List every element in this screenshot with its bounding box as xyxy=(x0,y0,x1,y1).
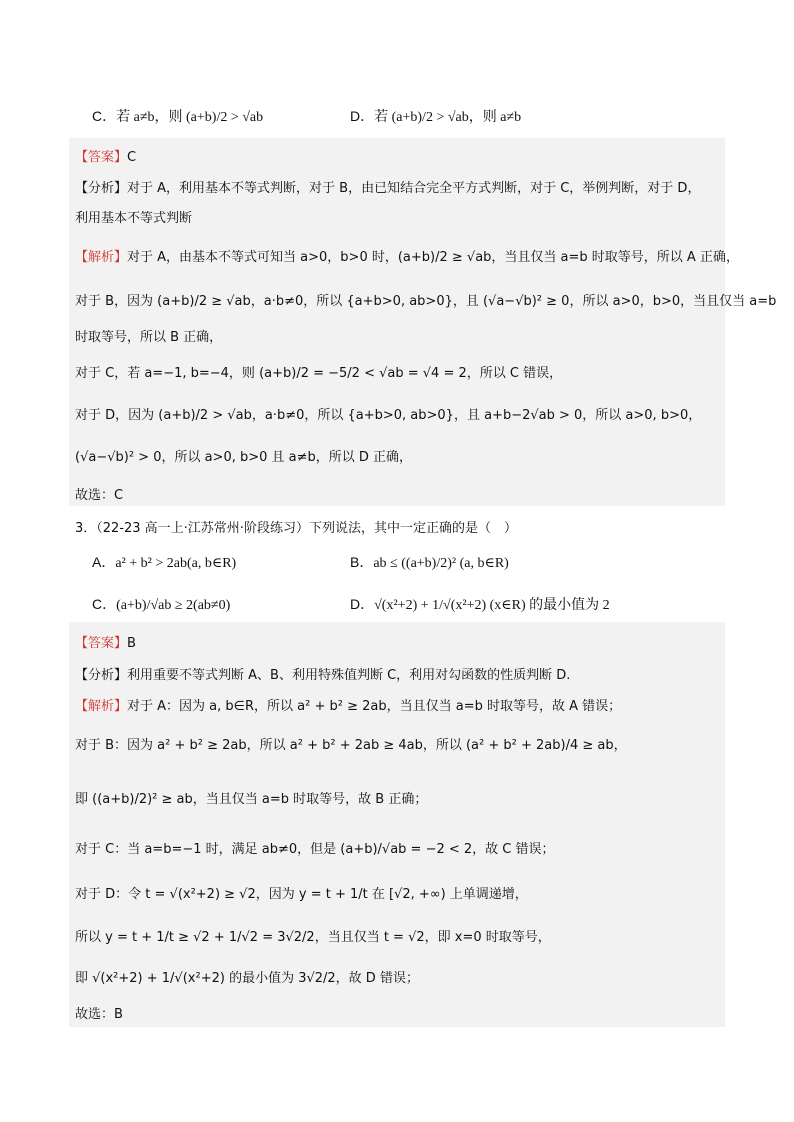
q2-solution-line-6: (√a−√b)² > 0，所以 a>0, b>0 且 a≠b，所以 D 正确， xyxy=(75,450,413,465)
answer-tag: 【答案】 xyxy=(75,150,128,165)
answer-value: B xyxy=(127,636,136,651)
q3-option-a-text: a² + b² > 2ab(a, b∈R) xyxy=(115,556,237,571)
q3-option-c-label: C． xyxy=(92,596,117,612)
analysis-text: 对于 A，利用基本不等式判断，对于 B，由已知结合完全平方式判断，对于 C，举例判断，对于 D， xyxy=(127,181,701,196)
q3-option-b xyxy=(350,552,509,572)
q3-answer xyxy=(75,632,136,651)
analysis-tag: 【分析】 xyxy=(75,668,128,683)
q2-option-c-text: 若 a≠b，则 (a+b)/2 > √ab xyxy=(116,110,264,125)
q3-analysis xyxy=(75,664,570,683)
q2-option-d-label: D． xyxy=(350,108,375,124)
q3-option-b-label: B． xyxy=(350,554,374,570)
q2-solution-line-2: 对于 B，因为 (a+b)/2 ≥ √ab，a·b≠0，所以 {a+b>0, ab>0}，且 (√a−√b)² ≥ 0，所以 a>0，b>0，当且仅当 a=b xyxy=(75,294,777,309)
solution-tag: 【解析】 xyxy=(75,250,128,265)
q3-option-d-label: D． xyxy=(350,596,375,612)
q2-answer xyxy=(75,146,136,165)
q3-solution-line-2: 对于 B：因为 a² + b² ≥ 2ab，所以 a² + b² + 2ab ≥ 4ab，所以 (a² + b² + 2ab)/4 ≥ ab， xyxy=(75,738,627,753)
q3-option-a xyxy=(92,552,236,572)
answer-tag: 【答案】 xyxy=(75,636,128,651)
q2-option-c xyxy=(92,106,263,126)
solution-tag: 【解析】 xyxy=(75,699,128,714)
q2-solution-line-5: 对于 D，因为 (a+b)/2 > √ab，a·b≠0，所以 {a+b>0, ab>0}，且 a+b−2√ab > 0，所以 a>0, b>0， xyxy=(75,408,702,423)
q3-option-a-label: A． xyxy=(92,554,116,570)
q3-option-b-text: ab ≤ ((a+b)/2)² (a, b∈R) xyxy=(373,556,509,571)
solution-text: 对于 A，由基本不等式可知当 a>0，b>0 时，(a+b)/2 ≥ √ab，当且仅当 a=b 时取等号，所以 A 正确， xyxy=(127,250,739,265)
q3-option-c xyxy=(92,594,230,614)
q2-option-d-text: 若 (a+b)/2 > √ab，则 a≠b xyxy=(374,110,522,125)
q3-option-d-text: √(x²+2) + 1/√(x²+2) (x∈R) 的最小值为 2 xyxy=(374,598,610,613)
q3-solution-line-6: 所以 y = t + 1/t ≥ √2 + 1/√2 = 3√2/2，当且仅当 t = √2，即 x=0 时取等号， xyxy=(75,930,551,945)
q3-option-d xyxy=(350,594,610,614)
q2-solution-line-3: 时取等号，所以 B 正确， xyxy=(75,330,223,345)
q3-stem: 3．（22-23 高一上·江苏常州·阶段练习）下列说法，其中一定正确的是（ ） xyxy=(75,521,517,536)
q3-solution-line-7: 即 √(x²+2) + 1/√(x²+2) 的最小值为 3√2/2，故 D 错误； xyxy=(75,971,419,986)
q2-option-d xyxy=(350,106,521,126)
analysis-tag: 【分析】 xyxy=(75,181,128,196)
q2-solution-line-1 xyxy=(75,246,739,265)
q3-solution-line-5: 对于 D：令 t = √(x²+2) ≥ √2，因为 y = t + 1/t 在 [√2, +∞) 上单调递增， xyxy=(75,887,528,902)
q3-solution-line-4: 对于 C：当 a=b=−1 时，满足 ab≠0，但是 (a+b)/√ab = −2 < 2，故 C 错误； xyxy=(75,842,555,857)
solution-text: 对于 A：因为 a, b∈R，所以 a² + b² ≥ 2ab，当且仅当 a=b 时取等号，故 A 错误； xyxy=(127,699,622,714)
q2-analysis-line-1 xyxy=(75,177,700,196)
q2-analysis-line-2: 利用基本不等式判断 xyxy=(75,211,193,226)
answer-value: C xyxy=(127,150,137,165)
q3-solution-line-3: 即 ((a+b)/2)² ≥ ab，当且仅当 a=b 时取等号，故 B 正确； xyxy=(75,792,428,807)
q3-final: 故选：B xyxy=(75,1007,123,1022)
q2-final: 故选：C xyxy=(75,488,124,503)
q2-option-c-label: C． xyxy=(92,108,117,124)
q3-solution-line-1 xyxy=(75,695,621,714)
q2-solution-line-4: 对于 C，若 a=−1, b=−4，则 (a+b)/2 = −5/2 < √ab = √4 = 2，所以 C 错误， xyxy=(75,366,563,381)
q3-option-c-text: (a+b)/√ab ≥ 2(ab≠0) xyxy=(116,598,231,613)
analysis-text: 利用重要不等式判断 A、B、利用特殊值判断 C，利用对勾函数的性质判断 D. xyxy=(127,668,571,683)
